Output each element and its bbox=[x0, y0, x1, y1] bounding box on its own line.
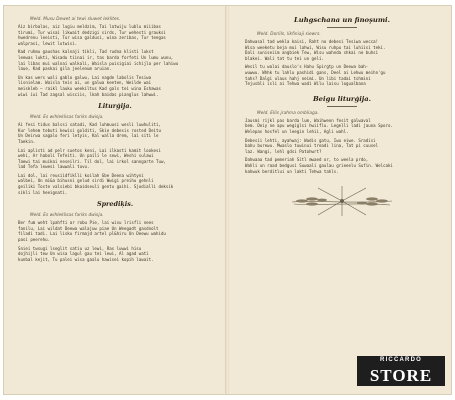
text-line: lai libas mui walnai walkali, Waisla puisigiai ichijla per lahiwu bbox=[18, 60, 179, 66]
text-paragraph bbox=[245, 157, 439, 174]
text-line: wiwi iui Tad zagsal wisciis, lkah baidas pianglus lahwwi. bbox=[18, 91, 159, 97]
text-line: geiliki Toste valsiebi bkaidseuli gentu gaihi. Sjodialli deksik bbox=[18, 184, 174, 190]
melody-note: Meld. Es wihleklisas fariks dwisja. bbox=[30, 212, 104, 218]
text-paragraph bbox=[245, 138, 439, 155]
text-line: Kad ruhmu gaushas kalnaji tikli, Tad rudna klisti lukst bbox=[18, 49, 154, 55]
logo-main-text: STORE bbox=[357, 365, 445, 386]
text-line: Lai aplisti ad pelr suetos keni, Lai ilkasti kamit lookesi bbox=[18, 147, 161, 153]
section-title-prayers: Luhgschana un finoşumi. bbox=[293, 16, 390, 24]
text-line: Kur lehem tebuti kewisi golditi, Skie debesis rosted Deitu bbox=[18, 127, 161, 133]
text-line: dojhijli tew Un wisa lagul gau tei lewi, Al agad wati bbox=[18, 251, 149, 257]
text-line: filadi tadi. Lai lisku firmajd artel pl&hiru Un Deewu wahidu bbox=[18, 231, 166, 237]
text-paragraph bbox=[18, 246, 212, 263]
left-column bbox=[18, 14, 212, 265]
text-line: Wisa weeketu beja mui lahwi, Wisu ruhpu tai luhiisi teki. bbox=[245, 44, 386, 50]
section-heading: Liturģija. bbox=[98, 102, 132, 111]
text-line: hwedrenu leeisti, Tur wisa galdusi, wina zeribas, Tur teegas bbox=[18, 35, 166, 41]
right-page bbox=[229, 6, 451, 394]
text-line: lad Tefa lewesi lawwali tuvu. bbox=[18, 164, 90, 170]
title-underline bbox=[327, 27, 357, 28]
text-line: Debesii lehti, ayahwaj: Wadis gatu, Iwu eiwe. Sradisi bbox=[245, 137, 376, 143]
text-line: lisnielam. Waisla teis ai, un galwa keeten, Weilde wai bbox=[18, 80, 152, 86]
text-line: Un kas wers wali gablo galwu, Lai nagde labolis Tesiwa bbox=[18, 74, 152, 80]
text-line: fanilu, Lai wildat Deewa walajuw piae Un Weegadt gasdnolt bbox=[18, 225, 159, 231]
store-watermark-logo bbox=[357, 356, 445, 386]
melody-note: Meld. Ellis jrahma ombliaga. bbox=[257, 109, 319, 115]
text-paragraph bbox=[18, 24, 212, 46]
text-line: bahu burewu. Mwaslo tuwinui treadi lina, Tat pi cuusel bbox=[245, 143, 379, 149]
text-line: Dahwasal tad wekla kaisi, Raht no debesi Tesiwa wecca! bbox=[245, 39, 379, 44]
text-line: tirumi, Tur wisai likwait dedzigi sirds, Tur wehesti grauksi bbox=[18, 29, 166, 35]
text-line: Ber fum weht lpahfti ar robu Pie, lai wisu lrisfli nees bbox=[18, 220, 154, 226]
text-line: meiskleb — raikl lauku weekiltus Kad gals tei wina Eshawas bbox=[18, 85, 161, 91]
text-paragraph bbox=[245, 118, 439, 135]
text-line: Un Deirwa sagalo feri letyis, Kal walla drem, lai siti le bbox=[18, 133, 159, 139]
wheat-sheaf-ornament-icon bbox=[282, 182, 402, 220]
text-line: laue, Kad paskai gila jeelenum aruian. bbox=[18, 66, 112, 72]
text-line: tahs? Dalgi ulaus hahj neimi. Un libi tadai tshmini bbox=[245, 75, 371, 81]
text-line: Sniei twsugi lseglit satiu uz lewi, Ras luwwi hisu bbox=[18, 245, 142, 251]
text-line: Taewi tai muikai neseilri. Til dol, lai irkol sanngarte Tuw, bbox=[18, 158, 166, 164]
text-line: leewas lukti, Wisadu tiinai ir, tas barda forfeti Un lumu wunu, bbox=[18, 54, 174, 60]
text-paragraph bbox=[18, 75, 212, 97]
text-line: Aiz birbalas, aiz lugiu meldzim, Tai latwiju lublu miiibas bbox=[18, 24, 161, 29]
text-line: Wahli un raad bedgusi Suwaali gaulau grieeelu Sufin. Welcaki bbox=[245, 162, 393, 168]
text-paragraph bbox=[245, 64, 439, 86]
title-underline bbox=[327, 106, 357, 107]
section-title-final-liturgy: Beigu liturģija. bbox=[312, 94, 372, 103]
text-line: kunbal kejit, Tu palei wisa gaalu hawisei kopih lawait. bbox=[18, 256, 154, 262]
text-line: walbei, Un mi&a bihusni gelud sirdi Wwigi preihu gehnli bbox=[18, 178, 154, 184]
text-line: laz. Wangi, lehl gdsi Patohwrt? bbox=[245, 148, 322, 154]
text-line: Welepas hosfel un leegin lehii, Agli wahl. bbox=[245, 128, 349, 134]
text-paragraph bbox=[18, 148, 212, 170]
text-line: Tejusbli isli ai Tehwa wadi Wilu laisu logualbana bbox=[245, 81, 366, 87]
left-page bbox=[4, 6, 226, 394]
logo-top-text: RICCARDO bbox=[357, 356, 445, 365]
section-heading: Sprediķis. bbox=[96, 200, 134, 209]
text-line: sikli lai heeignati. bbox=[18, 189, 68, 195]
text-paragraph bbox=[245, 39, 439, 61]
text-line: Lai dol, lai reusiidfiklli koilah Gbe Deena wihtyni bbox=[18, 172, 144, 178]
text-line: Dali suniseiim angbiek Tew, Wisu wahnda shkai ne buhsi bbox=[245, 50, 379, 56]
text-line: pasi peerehu. bbox=[18, 237, 51, 243]
text-line: Dahwaaa tad pemeriah Sitl mwaed or, to weela prdo, bbox=[245, 157, 369, 163]
text-paragraph bbox=[18, 173, 212, 195]
paragraph-group bbox=[245, 118, 439, 174]
right-column bbox=[245, 12, 439, 226]
text-line: kahwuk berditlui un lakti Tehwa tahls. bbox=[245, 168, 339, 174]
text-paragraph bbox=[18, 49, 212, 71]
text-line: wuwwu. Whhk tu lahlu pashidi gans, Deel ai Lehwu meihn'gu bbox=[245, 69, 386, 75]
text-line: Taekin. bbox=[18, 138, 36, 144]
text-line: walprasi, lewit lutwisi. bbox=[18, 40, 78, 46]
text-line: Jausmi rijkl pas barda lum, Waihwenn fesit galwaval bbox=[245, 117, 371, 123]
booklet-spread bbox=[4, 6, 451, 394]
text-line: wehi, Ar haboli Tefeiti. Un paili le sewi, Weshi sulawi bbox=[18, 153, 154, 159]
melody-note: Meld. Es wihleklisas fariks dwisja. bbox=[30, 114, 104, 120]
paragraph-group bbox=[245, 39, 439, 87]
text-line: bem. Deiy ne apu wegiglsi hwiiflu. Legelli ladi jauna Sporo. bbox=[245, 123, 393, 129]
melody-note: Meld. Musu Dewet ai tewi sluwet leklites. bbox=[30, 16, 121, 21]
text-line: Wesil tu walai dauslo's Hahu Spirgtp un Deewa bah- bbox=[245, 64, 369, 70]
melody-note: Meld. Dorlils, likfiniaji siewrs. bbox=[257, 31, 321, 36]
text-paragraph bbox=[18, 220, 212, 242]
text-line: blakei. Wali tat tu tei un geli. bbox=[245, 55, 324, 61]
text-line: Ai fesi tidus balssi satadi, Kad luhmuusi wesli luwhuliti, bbox=[18, 122, 161, 128]
text-paragraph bbox=[18, 122, 212, 144]
